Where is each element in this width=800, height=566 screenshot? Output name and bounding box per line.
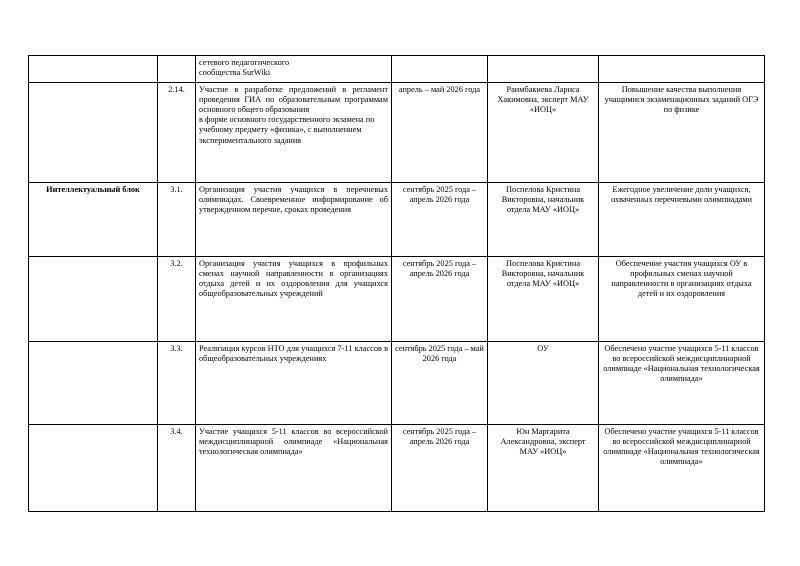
cell-activity: [196, 83, 392, 183]
table-row: [29, 342, 765, 425]
cell-block: [29, 83, 158, 183]
cell-number: 3.1.: [158, 183, 196, 257]
cell-responsible: Юн Маргарита Александровна, эксперт МАУ «ИОЦ»: [488, 425, 599, 512]
table-row: [29, 83, 765, 183]
cell-result: Повышение качества выполнения учащимися экзаменационных заданий ОГЭ по физике: [599, 83, 765, 183]
activity-paragraph: Участие в разработке предложений в регламент проведения ГИА по образовательным программам основного общего образования: [199, 85, 388, 115]
cell-number: 2.14.: [158, 83, 196, 183]
cell-dates: сентябрь 2025 года – апрель 2026 года: [392, 425, 488, 512]
cell-result: Обеспечение участия учащихся ОУ в профильных сменах научной направленности в организациях отдыха детей и их оздоровления: [599, 257, 765, 342]
cell-result: [599, 56, 765, 83]
cell-responsible: [488, 56, 599, 83]
activity-paragraph: в форме основного государственного экзамена по учебному предмету «физика», с выполнением экспериментального задания: [199, 115, 375, 145]
cell-result: Ежегодное увеличение доли учащихся, охваченных перечневыми олимпиадами: [599, 183, 765, 257]
cell-result: Обеспечено участие учащихся 5-11 классов во всероссийской междисциплинарной олимпиаде «Национальная технологическая олимпиада»: [599, 342, 765, 425]
cell-number: 3.2.: [158, 257, 196, 342]
cell-dates: сентябрь 2025 года – май 2026 года: [392, 342, 488, 425]
cell-result: Обеспечено участие учащихся 5-11 классов во всероссийской междисциплинарной олимпиаде «Национальная технологическая олимпиада»: [599, 425, 765, 512]
cell-responsible: Раимбакиева Лариса Хакимовна, эксперт МАУ «ИОЦ»: [488, 83, 599, 183]
cell-number: [158, 56, 196, 83]
cell-dates: сентябрь 2025 года – апрель 2026 года: [392, 183, 488, 257]
cell-block: [29, 342, 158, 425]
cell-activity: [196, 342, 392, 425]
cell-responsible: Поспелова Кристина Викторовна, начальник отдела МАУ «ИОЦ»: [488, 183, 599, 257]
table-row: [29, 56, 765, 83]
cell-activity: [196, 183, 392, 257]
table-row: [29, 257, 765, 342]
activity-paragraph: Организация участия учащихся в перечневых олимпиадах. Своевременное информирование об утвержденном перечне, сроках проведения: [199, 185, 388, 215]
cell-responsible: ОУ: [488, 342, 599, 425]
cell-dates: [392, 56, 488, 83]
table-row: [29, 425, 765, 512]
cell-block: [29, 425, 158, 512]
activity-paragraph: сетевого педагогического: [199, 58, 290, 67]
action-plan-table: [28, 55, 765, 512]
cell-block: [29, 257, 158, 342]
cell-dates: сентябрь 2025 года – апрель 2026 года: [392, 257, 488, 342]
cell-responsible: Поспелова Кристина Викторовна, начальник отдела МАУ «ИОЦ»: [488, 257, 599, 342]
table-body: [29, 56, 765, 512]
cell-activity: [196, 56, 392, 83]
cell-number: 3.3.: [158, 342, 196, 425]
cell-dates: апрель – май 2026 года: [392, 83, 488, 183]
activity-paragraph: Организация участия учащихся в профильных сменах научной направленности в организациях отдыха детей и их оздоровления для учащихся общеобразовательных учреждений: [199, 259, 388, 299]
activity-paragraph: Реализация курсов НТО для учащихся 7-11 классов в общеобразовательных учреждениях: [199, 344, 388, 364]
table-row: [29, 183, 765, 257]
activity-paragraph: Участие учащихся 5-11 классов во всероссийской междисциплинарной олимпиаде «Национальная технологическая олимпиада»: [199, 427, 388, 457]
cell-number: 3.4.: [158, 425, 196, 512]
activity-paragraph: сообщества SurWiki: [199, 68, 271, 78]
cell-block: Интеллектуальный блок: [29, 183, 158, 257]
cell-block: [29, 56, 158, 83]
cell-activity: [196, 257, 392, 342]
cell-activity: [196, 425, 392, 512]
